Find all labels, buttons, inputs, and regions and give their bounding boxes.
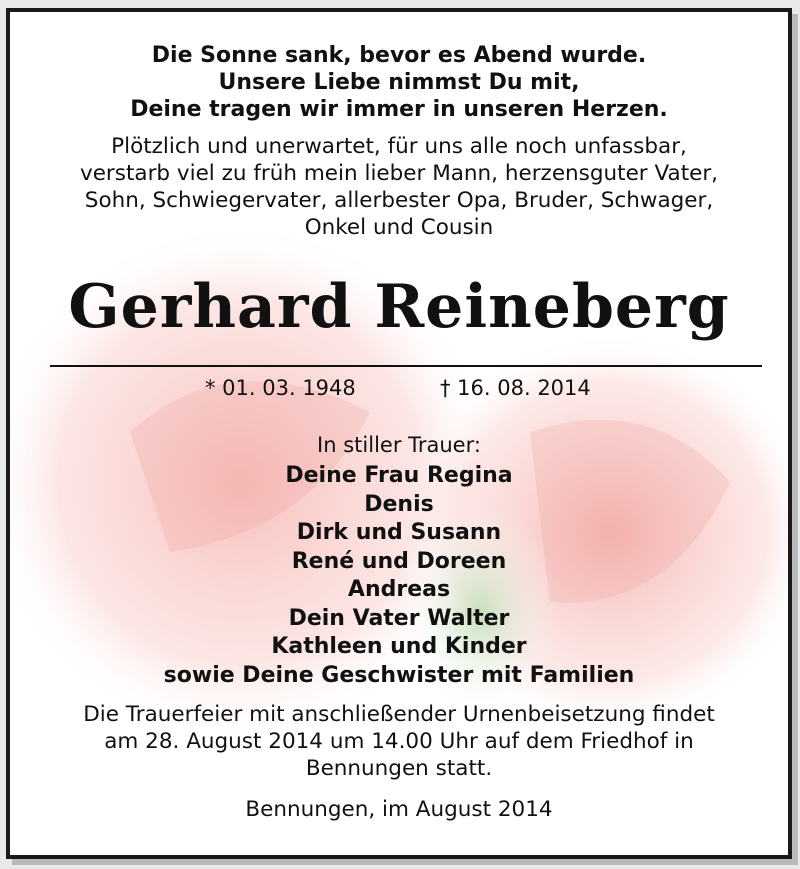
- intro-line: verstarb viel zu früh mein lieber Mann, herzensguter Vater,: [79, 161, 719, 186]
- mourners-list: [10, 462, 788, 690]
- funeral-line: Die Trauerfeier mit anschließender Urnenbeisetzung findet: [83, 702, 715, 727]
- intro-line: Onkel und Cousin: [304, 215, 494, 240]
- funeral-line: Bennungen statt.: [305, 756, 493, 781]
- mourning-label: In stiller Trauer:: [317, 433, 481, 457]
- death-date: † 16. 08. 2014: [440, 376, 591, 400]
- birth-date: * 01. 03. 1948: [205, 376, 356, 400]
- funeral-line: am 28. August 2014 um 14.00 Uhr auf dem Friedhof in: [104, 729, 694, 754]
- poem-line: Deine tragen wir immer in unseren Herzen.: [130, 97, 668, 122]
- funeral-notice: [10, 701, 788, 782]
- poem: [10, 42, 788, 123]
- mourner: René und Doreen: [291, 548, 507, 574]
- deceased-name: Gerhard Reineberg: [68, 272, 730, 342]
- mourner: Dirk und Susann: [296, 520, 502, 545]
- place-and-date: Bennungen, im August 2014: [245, 797, 553, 822]
- obituary-card: [6, 8, 792, 859]
- intro-text: [10, 133, 788, 241]
- mourner: Denis: [364, 491, 434, 517]
- divider-line: [50, 365, 762, 367]
- poem-line: Die Sonne sank, bevor es Abend wurde.: [151, 43, 647, 68]
- intro-line: Plötzlich und unerwartet, für uns alle noch unfassbar,: [111, 134, 687, 159]
- mourner: Deine Frau Regina: [285, 463, 513, 488]
- mourner: Andreas: [347, 577, 451, 602]
- mourner: Dein Vater Walter: [288, 605, 510, 631]
- poem-line: Unsere Liebe nimmst Du mit,: [218, 70, 580, 95]
- mourner: sowie Deine Geschwister mit Familien: [163, 662, 635, 688]
- mourner: Kathleen und Kinder: [271, 634, 527, 659]
- intro-line: Sohn, Schwiegervater, allerbester Opa, Bruder, Schwager,: [84, 188, 714, 213]
